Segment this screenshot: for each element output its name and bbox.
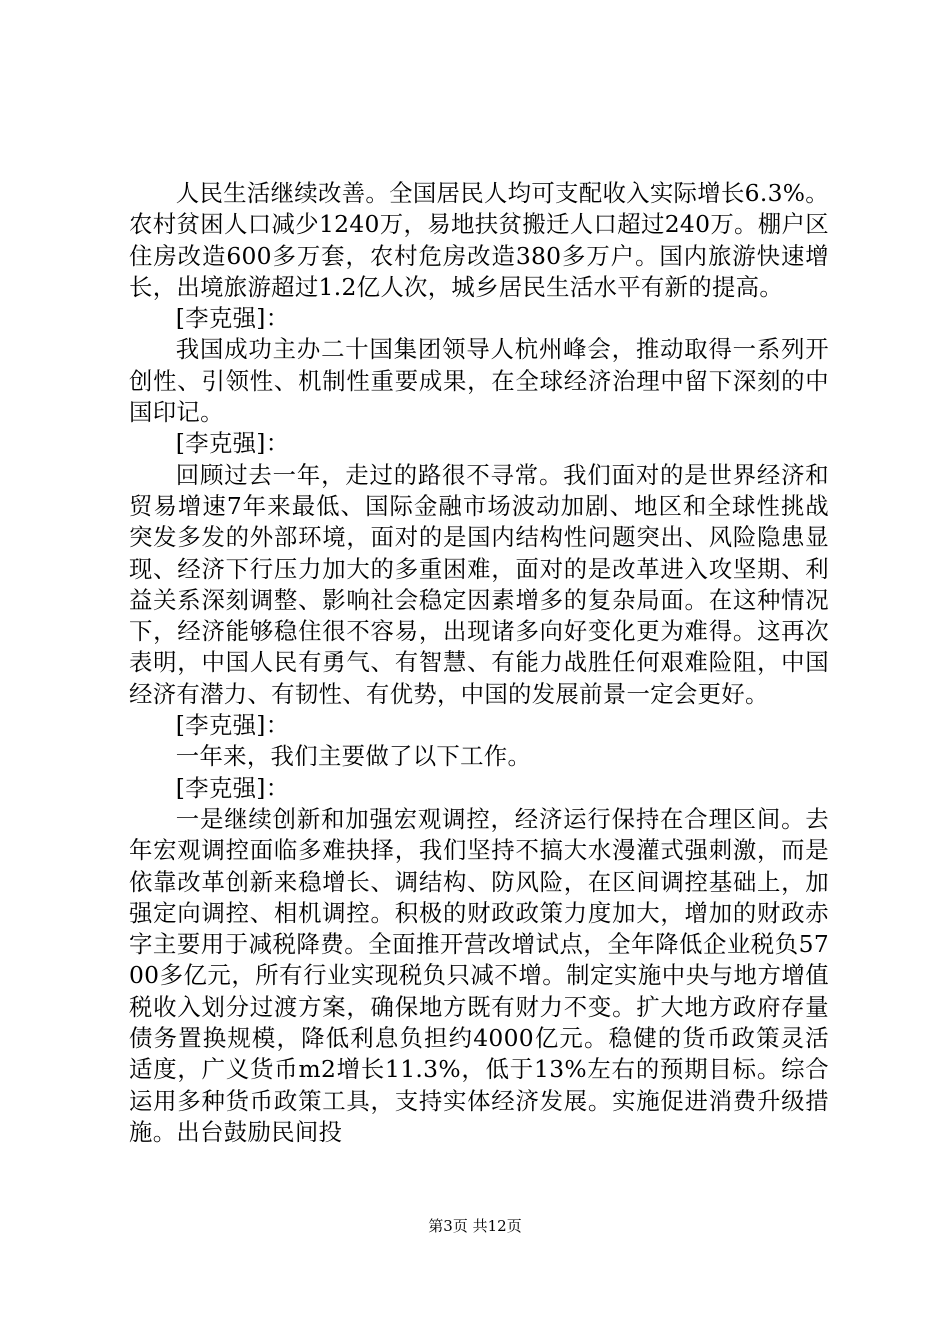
speaker-label: [李克强]： [175,429,290,458]
paragraph-work-intro: 一年来，我们主要做了以下工作。 [175,742,532,771]
document-body [129,178,829,1148]
paragraph-review-year: 回顾过去一年，走过的路很不寻常。我们面对的是世界经济和贸易增速7年来最低、国际金融市场波动加剧、地区和全球性挑战突发多发的外部环境，面对的是国内结构性问题突出、风险隐患显现、经济下行压力加大的多重困难，面对的是改革进入攻坚期、利益关系深刻调整、影响社会稳定因素增多的复杂局面。在这种情况下，经济能够稳住很不容易，出现诸多向好变化更为难得。这再次表明，中国人民有勇气、有智慧、有能力战胜任何艰难险阻，中国经济有潜力、有韧性、有优势，中国的发展前景一定会更好。 [129,460,829,708]
speaker-label: [李克强]： [175,773,290,802]
speaker-label: [李克强]： [175,304,290,333]
paragraph-macro-control: 一是继续创新和加强宏观调控，经济运行保持在合理区间。去年宏观调控面临多难抉择，我们坚持不搞大水漫灌式强刺激，而是依靠改革创新来稳增长、调结构、防风险，在区间调控基础上，加强定向调控、相机调控。积极的财政政策力度加大，增加的财政赤字主要用于减税降费。全面推开营改增试点，全年降低企业税负5700多亿元，所有行业实现税负只减不增。制定实施中央与地方增值税收入划分过渡方案，确保地方既有财力不变。扩大地方政府存量债务置换规模，降低利息负担约4000亿元。稳健的货币政策灵活适度，广义货币m2增长11.3%，低于13%左右的预期目标。综合运用多种货币政策工具，支持实体经济发展。实施促进消费升级措施。出台鼓励民间投 [129,804,829,1146]
speaker-label: [李克强]： [175,711,290,740]
paragraph-g20-summit: 我国成功主办二十国集团领导人杭州峰会，推动取得一系列开创性、引领性、机制性重要成果，在全球经济治理中留下深刻的中国印记。 [129,335,829,427]
page-number-footer: 第3页 共12页 [428,1217,522,1235]
paragraph-living-standards: 人民生活继续改善。全国居民人均可支配收入实际增长6.3%。农村贫困人口减少1240万，易地扶贫搬迁人口超过240万。棚户区住房改造600多万套，农村危房改造380多万户。国内旅游快速增长，出境旅游超过1.2亿人次，城乡居民生活水平有新的提高。 [129,179,829,301]
